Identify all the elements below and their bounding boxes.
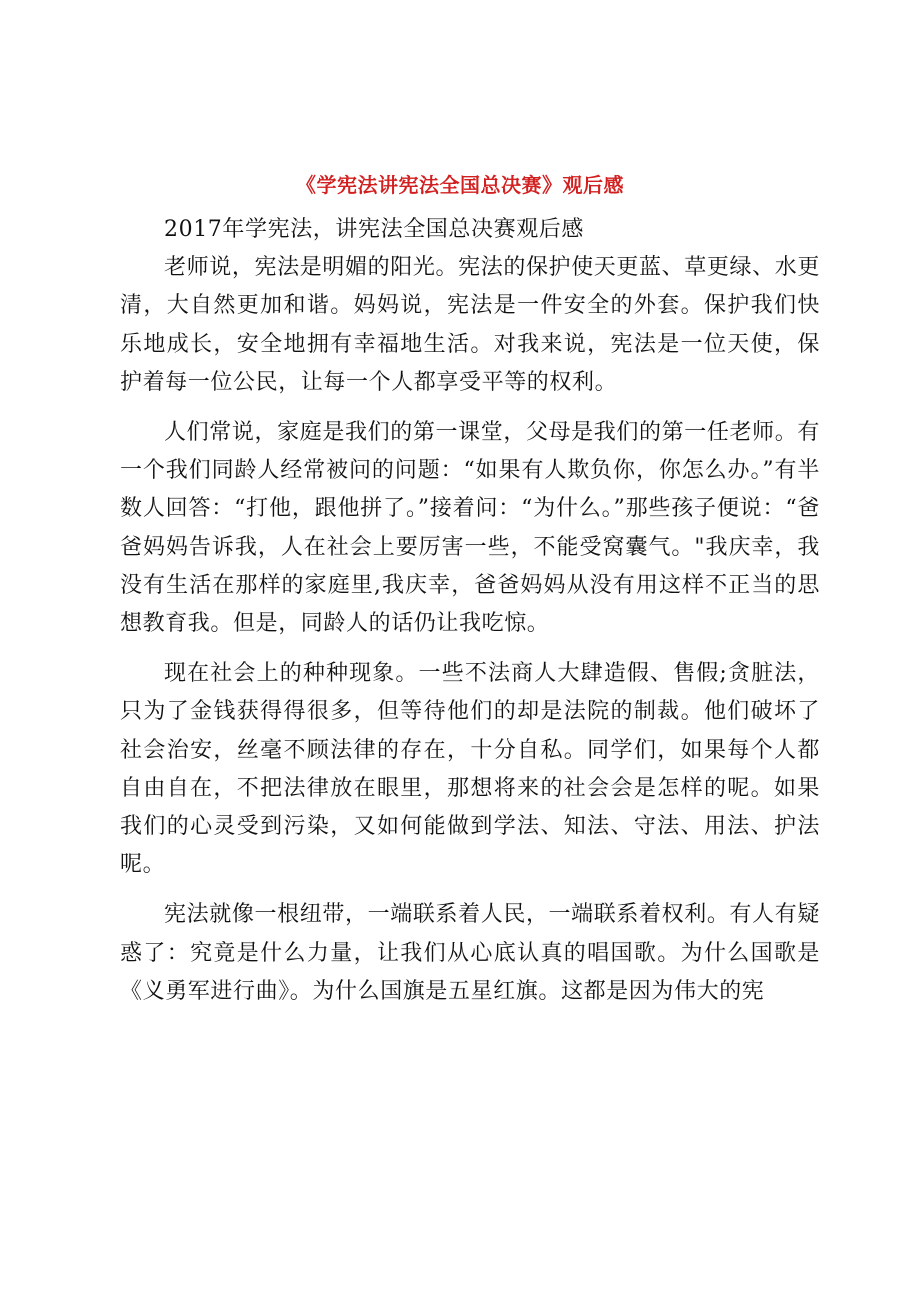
paragraph-4: 宪法就像一根纽带，一端联系着人民，一端联系着权利。有人有疑惑了：究竟是什么力量，让我们从心底认真的唱国歌。为什么国歌是《义勇军进行曲》。为什么国旗是五星红旗。这都是因为伟大的宪 — [120, 902, 820, 1004]
paragraph-2: 人们常说，家庭是我们的第一课堂，父母是我们的第一任老师。有一个我们同龄人经常被问的问题：“如果有人欺负你，你怎么办。”有半数人回答：“打他，跟他拼了。”接着问：“为什么。”那些孩子便说：“爸爸妈妈告诉我，人在社会上要厉害一些，不能受窝囊气。"我庆幸，我没有生活在那样的家庭里,我庆幸，爸爸妈妈从没有用这样不正当的思想教育我。但是，同龄人的话仍让我吃惊。 — [120, 420, 820, 637]
paragraph-subtitle: 2017年学宪法，讲宪法全国总决赛观后感 — [164, 217, 584, 242]
document-body — [120, 211, 820, 1011]
paragraph-1: 老师说，宪法是明媚的阳光。宪法的保护使天更蓝、草更绿、水更清，大自然更加和谐。妈妈说，宪法是一件安全的外套。保护我们快乐地成长，安全地拥有幸福地生活。对我来说，宪法是一位天使，保护着每一位公民，让每一个人都享受平等的权利。 — [120, 255, 820, 395]
paragraph-3: 现在社会上的种种现象。一些不法商人大肆造假、售假;贪脏法，只为了金钱获得得很多，但等待他们的却是法院的制裁。他们破坏了社会治安，丝毫不顾法律的存在，十分自私。同学们，如果每个人都自由自在，不把法律放在眼里，那想将来的社会会是怎样的呢。如果我们的心灵受到污染，又如何能做到学法、知法、守法、用法、护法呢。 — [120, 661, 820, 878]
document-title: 《学宪法讲宪法全国总决赛》观后感 — [296, 173, 624, 197]
